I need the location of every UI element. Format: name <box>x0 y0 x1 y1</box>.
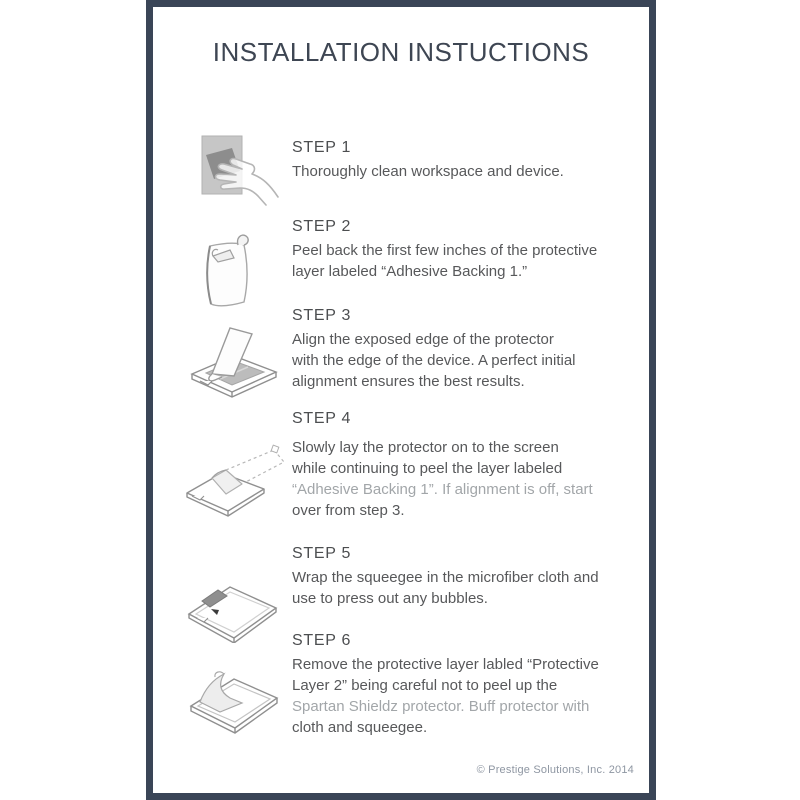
align-protector-icon <box>180 317 290 399</box>
copyright-text: © Prestige Solutions, Inc. 2014 <box>476 764 634 776</box>
steps-list <box>153 7 649 793</box>
step-label: STEP 2 <box>292 218 352 235</box>
step-description-line: over from step 3. <box>292 502 405 519</box>
lay-protector-icon <box>180 440 290 522</box>
step-description <box>292 654 640 738</box>
step-label: STEP 6 <box>292 632 352 649</box>
step-description-line: with the edge of the device. A perfect initial <box>292 352 576 369</box>
step-description <box>292 161 640 182</box>
step-row <box>180 307 640 392</box>
step-description-line: Spartan Shieldz protector. Buff protector with <box>292 698 590 715</box>
instruction-sheet <box>146 0 656 800</box>
step-text-block <box>292 307 640 392</box>
step-text-block <box>292 545 640 609</box>
step-description-line: layer labeled “Adhesive Backing 1.” <box>292 263 528 280</box>
step-description-line: “Adhesive Backing 1”. If alignment is off, start <box>292 481 593 498</box>
step-description <box>292 240 640 282</box>
step-description-line: Wrap the squeegee in the microfiber cloth and <box>292 569 599 586</box>
step-text-block <box>292 632 640 738</box>
step-label: STEP 4 <box>292 410 352 427</box>
step-description-line: Remove the protective layer labled “Protective <box>292 656 599 673</box>
step-description-line: Thoroughly clean workspace and device. <box>292 163 564 180</box>
step-description-line: use to press out any bubbles. <box>292 590 488 607</box>
step-text-block <box>292 139 640 182</box>
step-description-line: alignment ensures the best results. <box>292 373 525 390</box>
step-row <box>180 139 640 182</box>
step-description-line: while continuing to peel the layer labeled <box>292 460 563 477</box>
step-description <box>292 567 640 609</box>
clean-device-icon <box>180 133 290 215</box>
step-label: STEP 1 <box>292 139 352 156</box>
step-description <box>292 437 640 521</box>
step-text-block <box>292 218 640 282</box>
step-description-line: Layer 2” being careful not to peel up the <box>292 677 558 694</box>
step-description-line: Peel back the first few inches of the protective <box>292 242 598 259</box>
step-label: STEP 5 <box>292 545 352 562</box>
step-description <box>292 329 640 392</box>
peel-backing-icon <box>180 232 290 314</box>
step-row <box>180 545 640 609</box>
step-row <box>180 632 640 738</box>
step-text-block <box>292 410 640 521</box>
squeegee-icon <box>180 561 290 643</box>
remove-top-layer-icon <box>180 656 290 738</box>
step-description-line: cloth and squeegee. <box>292 719 428 736</box>
step-label: STEP 3 <box>292 307 352 324</box>
page-title: INSTALLATION INSTUCTIONS <box>212 37 590 67</box>
step-description-line: Align the exposed edge of the protector <box>292 331 554 348</box>
step-description-line: Slowly lay the protector on to the screen <box>292 439 559 456</box>
step-row <box>180 410 640 521</box>
step-row <box>180 218 640 282</box>
